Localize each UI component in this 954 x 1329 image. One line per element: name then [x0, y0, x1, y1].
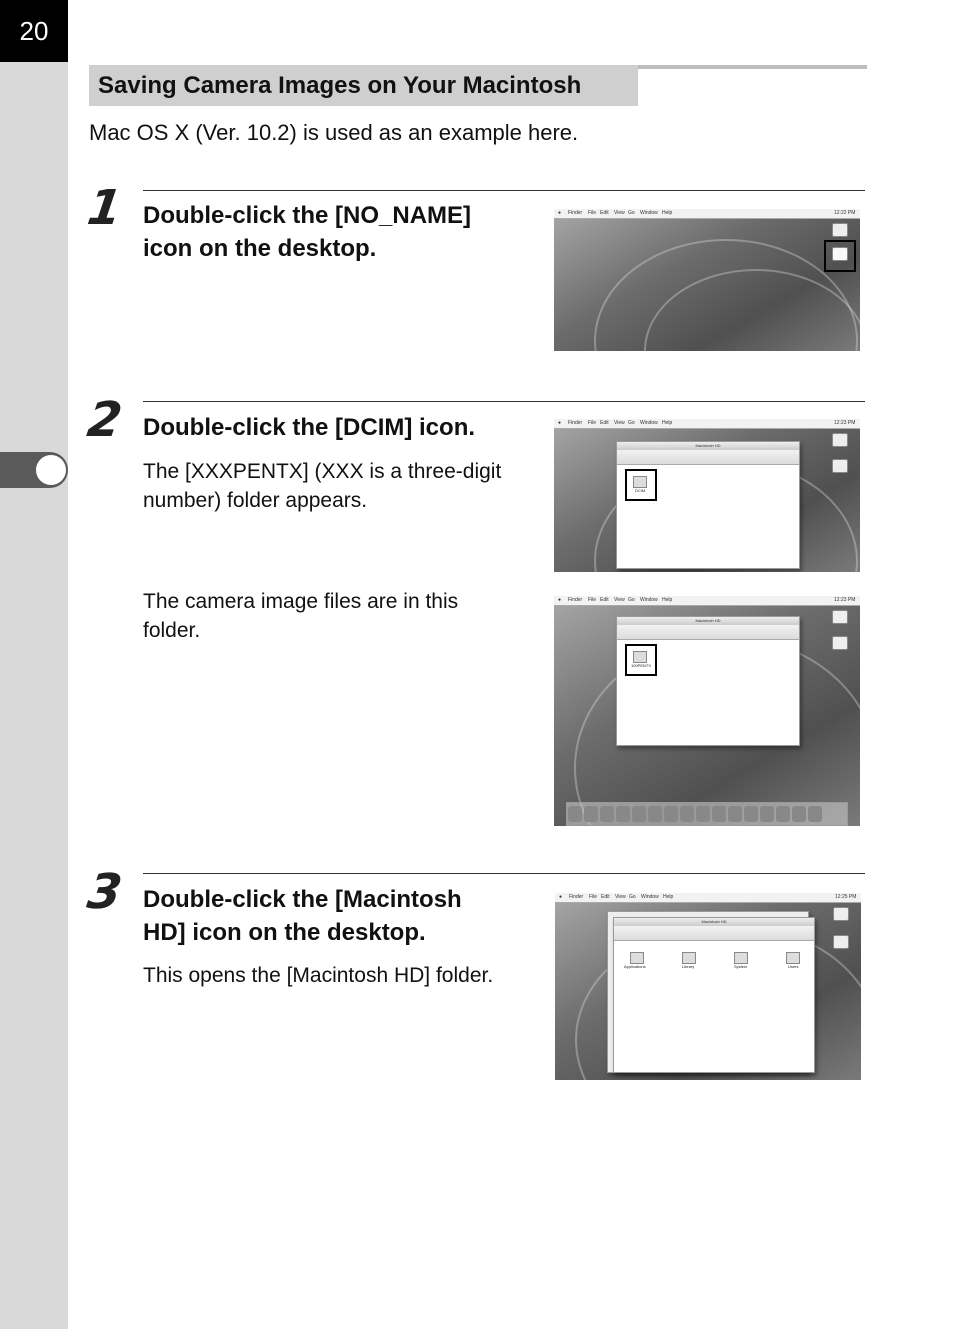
hard-disk-icon	[832, 433, 848, 447]
folder-icon	[734, 952, 748, 964]
dock-icon	[584, 806, 598, 822]
step-2-para1-line2: number) folder appears.	[143, 489, 368, 512]
menu-file: File	[588, 210, 597, 216]
highlight-box	[625, 644, 657, 676]
menu-help: Help	[663, 894, 674, 900]
step-1-heading-line2: icon on the desktop.	[143, 235, 377, 262]
highlight-box	[824, 240, 856, 272]
no-name-disk-icon	[833, 935, 849, 949]
dock	[566, 802, 848, 826]
folder-icon	[786, 952, 800, 964]
dock-icon	[808, 806, 822, 822]
finder-window	[613, 917, 815, 1073]
dock-icon	[664, 806, 678, 822]
highlight-box	[625, 469, 657, 501]
folder-label-users: Users	[788, 964, 799, 969]
menu-edit: Edit	[601, 894, 610, 900]
menu-finder: Finder	[568, 210, 583, 216]
menu-clock: 12:25 PM	[835, 894, 857, 900]
menu-go: Go	[628, 420, 635, 426]
apple-icon: ●	[558, 420, 562, 426]
dock-icon	[792, 806, 806, 822]
window-title: Macintosh HD	[701, 919, 727, 924]
finder-window	[616, 616, 800, 746]
window-title: Macintosh HD	[695, 443, 721, 448]
screenshot-macintosh-hd	[555, 893, 861, 1080]
step-2-number: 2	[84, 392, 126, 448]
menu-edit: Edit	[600, 597, 609, 603]
menu-window: Window	[641, 894, 659, 900]
no-name-disk-icon	[832, 636, 848, 650]
step-3-heading-line1: Double-click the [Macintosh	[143, 886, 462, 913]
menu-view: View	[614, 597, 625, 603]
dock-icon	[712, 806, 726, 822]
menu-clock: 12:23 PM	[834, 597, 856, 603]
folder-label-applications: Applications	[624, 964, 646, 969]
menu-finder: Finder	[568, 597, 583, 603]
left-margin-bar	[0, 0, 68, 1329]
dock-icon	[568, 806, 582, 822]
menu-edit: Edit	[600, 210, 609, 216]
dock-icon	[776, 806, 790, 822]
hard-disk-icon	[833, 907, 849, 921]
step-1-heading	[143, 199, 523, 265]
folder-label-dcim: DCIM	[635, 488, 646, 493]
menu-view: View	[614, 210, 625, 216]
dock-icon	[696, 806, 710, 822]
step-2-para2-line2: folder.	[143, 619, 201, 642]
dock-icon	[680, 806, 694, 822]
dock-icon	[616, 806, 630, 822]
section-rule	[638, 65, 867, 69]
screenshot-dcim-window	[554, 419, 860, 572]
chapter-tab-marker	[36, 455, 66, 485]
menu-window: Window	[640, 210, 658, 216]
folder-label-library: Library	[682, 964, 695, 969]
menu-edit: Edit	[600, 420, 609, 426]
step-1-heading-line1: Double-click the [NO_NAME]	[143, 202, 472, 229]
menu-finder: Finder	[568, 420, 583, 426]
step-3-heading-line2: HD] icon on the desktop.	[143, 919, 426, 946]
apple-icon: ●	[558, 210, 562, 216]
step-3-heading	[143, 883, 523, 949]
window-toolbar	[614, 926, 814, 941]
menu-go: Go	[628, 597, 635, 603]
step-3-rule	[143, 873, 865, 874]
step-2-paragraph-2	[143, 587, 528, 645]
menu-window: Window	[640, 597, 658, 603]
dock-icon	[728, 806, 742, 822]
menu-help: Help	[662, 210, 673, 216]
menu-file: File	[589, 894, 598, 900]
apple-icon: ●	[558, 597, 562, 603]
step-3-number: 3	[84, 864, 126, 920]
window-toolbar	[617, 450, 799, 465]
window-title: Macintosh HD	[695, 618, 721, 623]
window-toolbar	[617, 625, 799, 640]
menu-view: View	[614, 420, 625, 426]
no-name-disk-icon	[832, 459, 848, 473]
menu-clock: 12:22 PM	[834, 210, 856, 216]
menu-clock: 12:23 PM	[834, 420, 856, 426]
apple-icon: ●	[559, 894, 563, 900]
menu-help: Help	[662, 597, 673, 603]
dock-icon	[760, 806, 774, 822]
step-2-para1-line1: The [XXXPENTX] (XXX is a three-digit	[143, 460, 502, 483]
hard-disk-icon	[832, 610, 848, 624]
folder-icon	[630, 952, 644, 964]
dock-icon	[744, 806, 758, 822]
step-2-rule	[143, 401, 865, 402]
menu-bar	[554, 209, 860, 219]
hard-disk-icon	[832, 223, 848, 237]
menu-go: Go	[628, 210, 635, 216]
menu-view: View	[615, 894, 626, 900]
step-2-para2-line1: The camera image files are in this	[143, 590, 459, 613]
menu-bar	[554, 596, 860, 606]
screenshot-desktop	[554, 209, 860, 351]
menu-bar	[555, 893, 861, 903]
step-2-paragraph-1	[143, 457, 528, 515]
folder-icon	[682, 952, 696, 964]
menu-finder: Finder	[569, 894, 584, 900]
step-1-number: 1	[84, 180, 126, 236]
folder-label-system: System	[734, 964, 748, 969]
dock-icon	[632, 806, 646, 822]
section-title: Saving Camera Images on Your Macintosh	[89, 65, 638, 106]
folder-label-pentx: 100PENTX	[631, 663, 652, 668]
menu-bar	[554, 419, 860, 429]
step-3-paragraph: This opens the [Macintosh HD] folder.	[143, 964, 494, 987]
step-2-heading: Double-click the [DCIM] icon.	[143, 414, 476, 441]
menu-file: File	[588, 420, 597, 426]
screenshot-pentx-window	[554, 596, 860, 826]
dock-icon	[648, 806, 662, 822]
dock-icon	[600, 806, 614, 822]
page-number: 20	[0, 0, 68, 62]
menu-window: Window	[640, 420, 658, 426]
menu-file: File	[588, 597, 597, 603]
intro-text: Mac OS X (Ver. 10.2) is used as an example here.	[89, 120, 579, 145]
menu-go: Go	[629, 894, 636, 900]
step-1-rule	[143, 190, 865, 191]
finder-window	[616, 441, 800, 569]
menu-help: Help	[662, 420, 673, 426]
